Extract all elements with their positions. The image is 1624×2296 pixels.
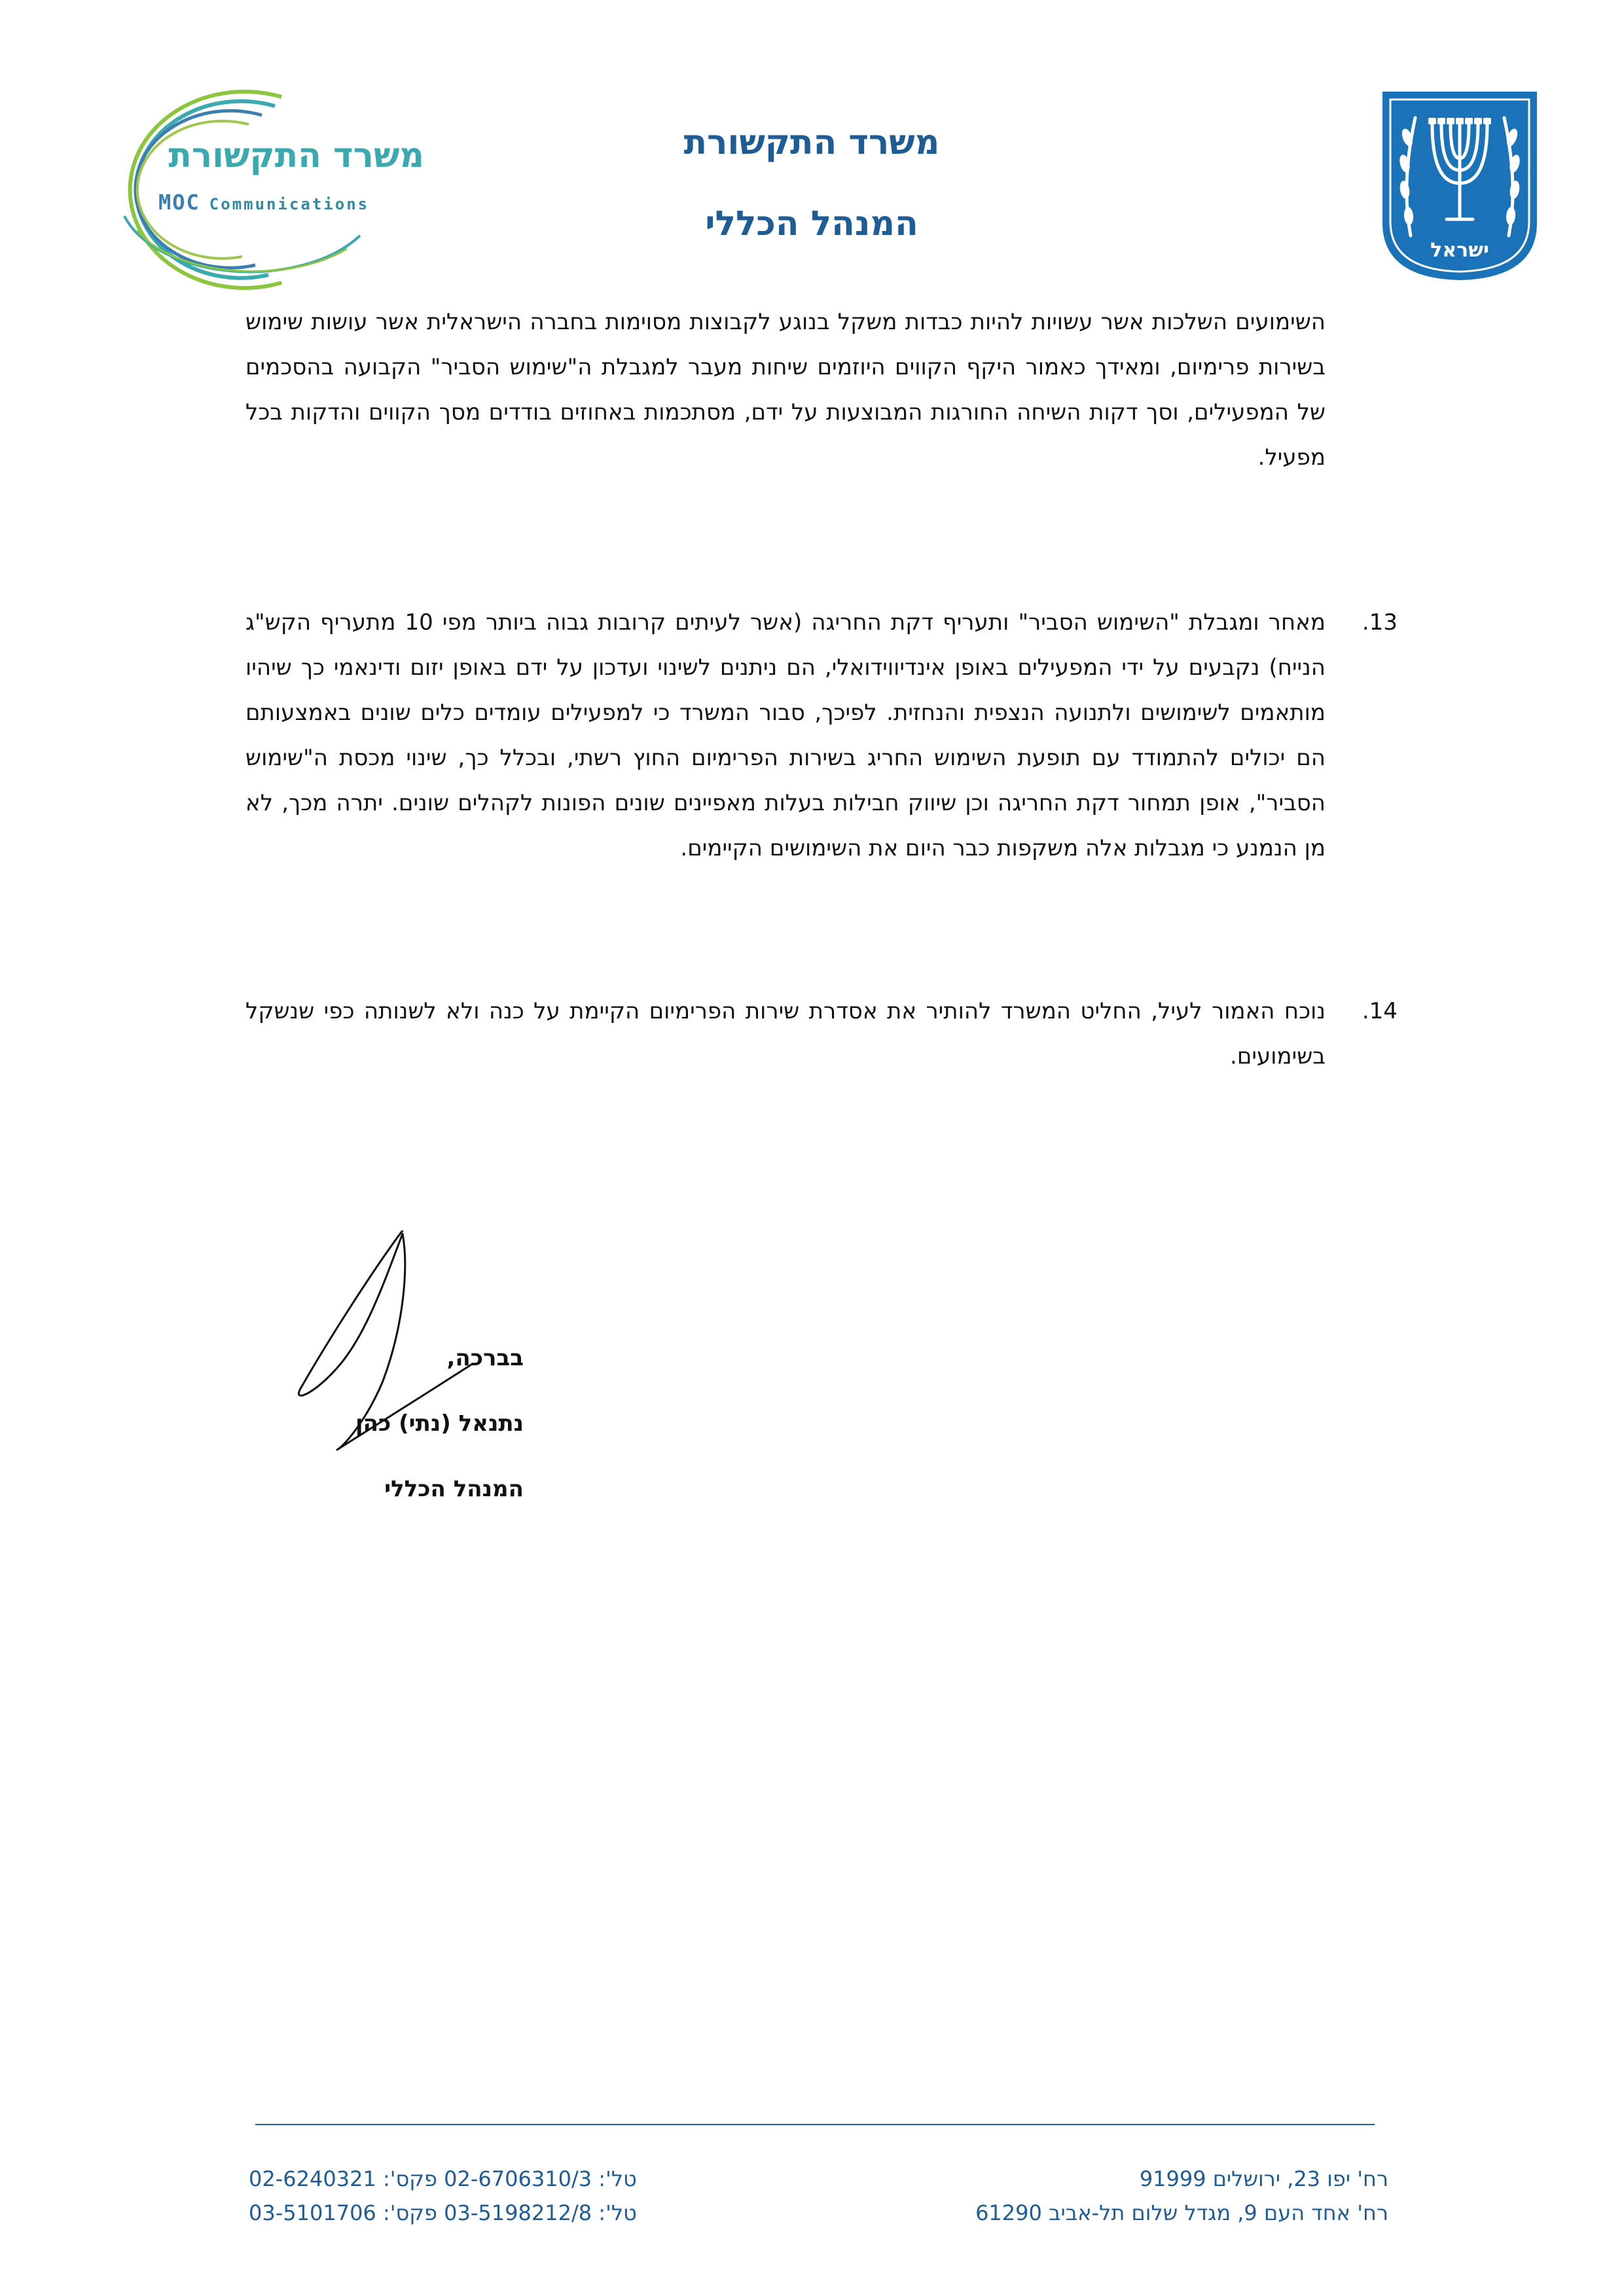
- ministry-subtitle: המנהל הכללי: [705, 204, 918, 243]
- moc-logo-hebrew: משרד התקשורת: [168, 136, 424, 175]
- footer-address-jerusalem: רח' יפו 23, ירושלים 91999: [1139, 2166, 1388, 2191]
- moc-logo-abbrev: MOC: [158, 190, 200, 215]
- moc-logo-english: [158, 190, 369, 215]
- moc-logo-communications: Communications: [209, 195, 370, 213]
- item-number: 13.: [1362, 609, 1398, 636]
- continuation-paragraph: השימועים השלכות אשר עשויות להיות כבדות משקל בנוגע לקבוצות מסוימות בחברה הישראלית אשר עושות שימוש בשירות פרימיום, ומאידך כאמור היקף הקווים היוזמים שיחות מעבר למגבלת ה"שימוש הסביר" הקבועה בהסכמים של המפעילים, וסך דקות השיחה החורגות המבוצעות על ידם, מסתכמות באחוזים בודדים מסך הקווים והדקות בכל מפעיל.: [245, 309, 1326, 471]
- footer-divider: [255, 2124, 1375, 2125]
- signatory-role: המנהל הכללי: [384, 1476, 524, 1502]
- footer-address-telaviv: רח' אחד העם 9, מגדל שלום תל-אביב 61290: [975, 2200, 1388, 2225]
- item-text: נוכח האמור לעיל, החליט המשרד להותיר את אסדרת שירות הפרימיום הקיימת על כנה ולא לשנותה כפי שנשקל בשימועים.: [245, 998, 1326, 1069]
- israel-emblem-icon: [1375, 85, 1545, 285]
- footer-phone-telaviv: טל': 03-5198212/8 פקס': 03-5101706: [249, 2200, 637, 2225]
- footer-phone-jerusalem: טל': 02-6706310/3 פקס': 02-6240321: [249, 2166, 637, 2191]
- item-number: 14.: [1362, 998, 1398, 1024]
- moc-logo: [85, 85, 439, 295]
- signatory-name: נתנאל (נתי) כהן: [355, 1410, 524, 1437]
- item-text: מאחר ומגבלת "השימוש הסביר" ותעריף דקת החריגה (אשר לעיתים קרובות גבוה ביותר מפי 10 מתעריף הקש"ג הנייח) נקבעים על ידי המפעילים באופן אינדיווידואלי, הם ניתנים לשינוי ועדכון על ידם באופן יזום ודינאמי כך שיהיו מותאמים לשימושים ולתנועה הנצפית והנחזית. לפיכך, סבור המשרד כי למפעילים עומדים כלים שונים באמצעותם הם יכולים להתמודד עם תופעת השימוש החריג בשירות הפרימיום החוץ רשתי, ובכלל כך, שינוי מכסת ה"שימוש הסביר", אופן תמחור דקת החריגה וכן שיווק חבילות בעלות מאפיינים שונים הפונות לקהלים שונים. יתרה מכך, לא מן הנמנע כי מגבלות אלה משקפות כבר היום את השימושים הקיימים.: [245, 609, 1326, 861]
- ministry-title: משרד התקשורת: [683, 123, 940, 162]
- signature-greeting: בברכה,: [446, 1345, 524, 1371]
- emblem-label: ישראל: [1430, 239, 1489, 262]
